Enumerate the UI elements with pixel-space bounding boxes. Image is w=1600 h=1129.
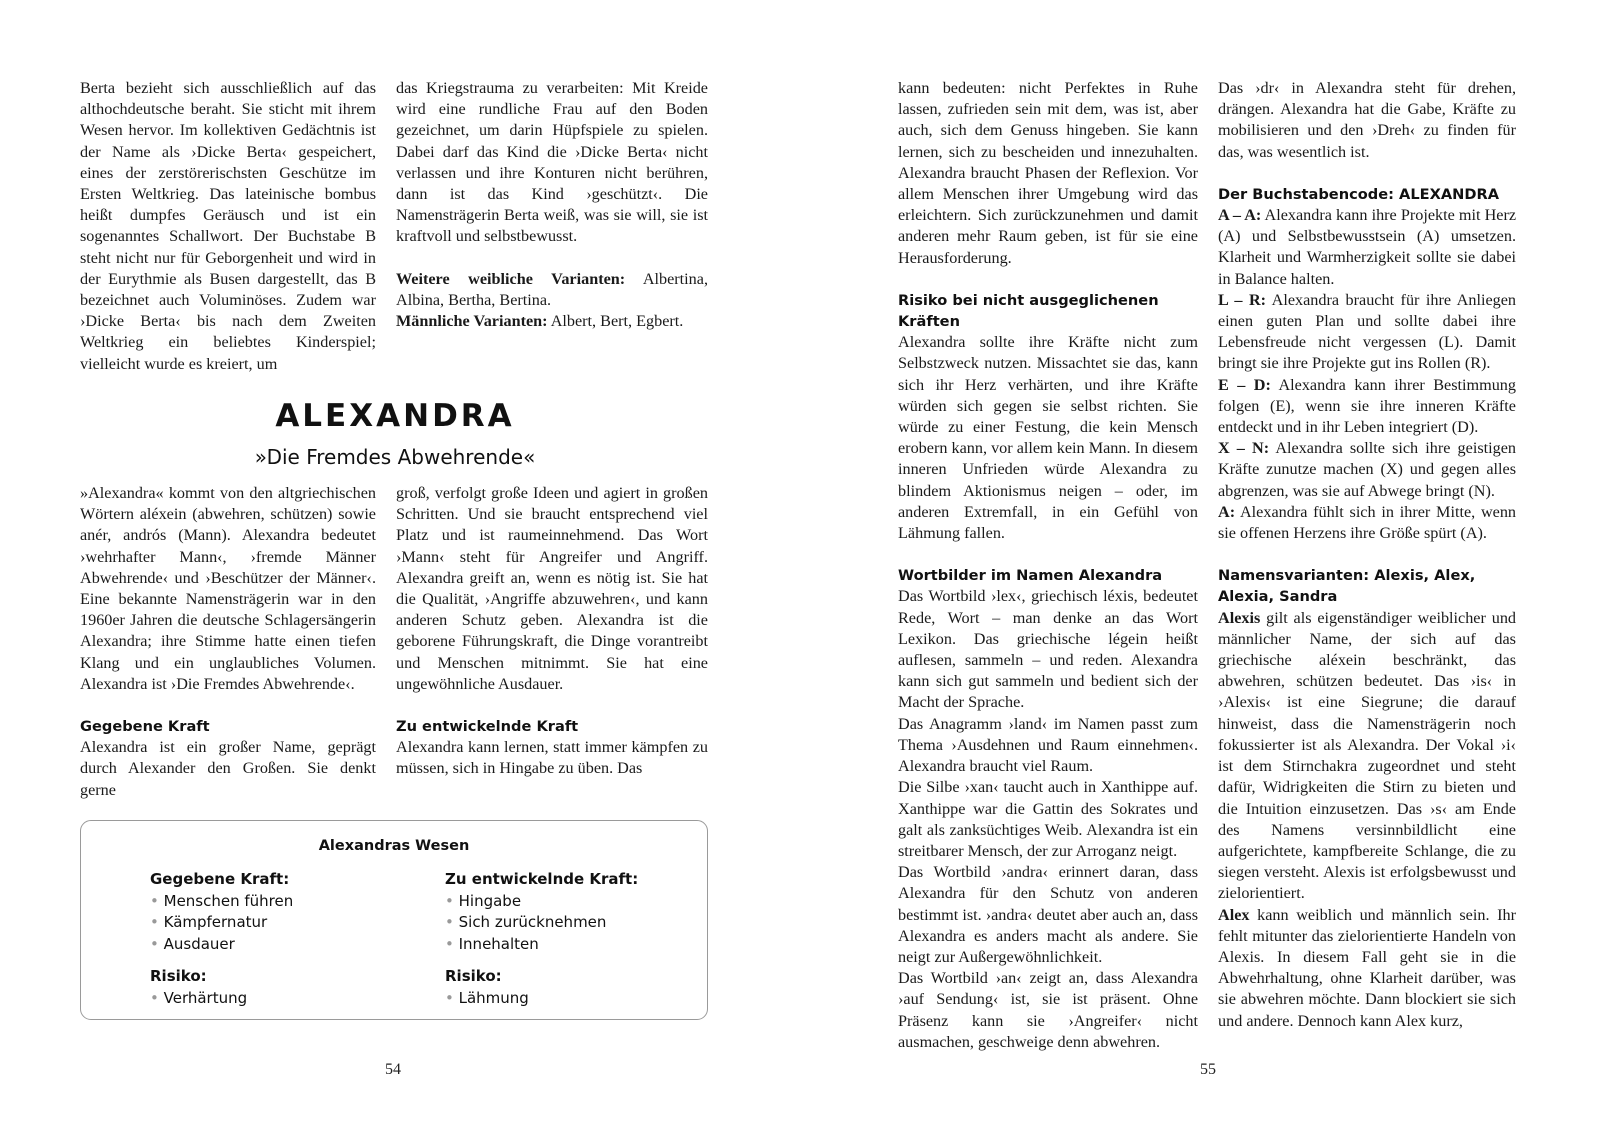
berta-paragraph: Berta bezieht sich ausschließlich auf das althochdeutsche beraht. Sie sticht mit ihrem Wesen hervor. Im kollektiven Gedächtnis ist der Name als ›Dicke Berta‹ gespeichert, eines der zerstörerischsten Geschütze im Ersten Weltkrieg. Das lateinische bombus heißt dumpfes Geräusch und ist ein sogenanntes Schallwort. Der Buchstabe B steht nicht nur für Geborgenheit und wird in der Eurythmie als Busen dargestellt, das B bezeichnet auch Voluminöses. Zudem war ›Dicke Berta‹ bis nach dem Zweiten Weltkrieg ein beliebtes Kinderspiel; vielleicht wurde es kreiert, um: [80, 79, 376, 373]
risiko-text: Alexandra sollte ihre Kräfte nicht zum Selbstzweck nutzen. Missachtet sie das, kann sich ihr Herz verhärten, und ihre Kräfte würden sich gegen sie selbst richten. Sie würde zu einer Festung, die kein Mensch erobern kann, vor allem kein Mann. In diesem inneren Unfrieden würde Alexandra zu blindem Aktionismus neigen – oder, im anderen Extremfall, in ein Gefühl von Lähmung fallen.: [898, 333, 1198, 543]
box-right-item: • Hingabe: [445, 891, 638, 913]
right-page: [800, 0, 1600, 1129]
code-item: X – N: Alexandra sollte sich ihre geistigen Kräfte zunutze machen (X) und gegen alles abgrenzen, was sie auf Abwege bringt (N).: [1218, 439, 1516, 500]
box-right-risk: • Lähmung: [445, 988, 638, 1010]
code-item: L – R: Alexandra braucht für ihre Anliegen einen guten Plan und sollte dabei ihre Lebensfreude nicht vergessen (L). Damit bringt sie ihre Projekte gut ins Rollen (R).: [1218, 290, 1517, 373]
left-col1-mid: [80, 483, 376, 801]
risiko-heading: Risiko bei nicht ausgeglichenen Kräften: [898, 291, 1159, 331]
left-col2-mid: [396, 483, 708, 780]
berta-paragraph-cont: das Kriegstrauma zu verarbeiten: Mit Kreide wird eine rundliche Frau auf den Boden gezeichnet, um darin Hüpfspiele zu spielen. Dabei darf das Kind die ›Dicke Berta‹ nicht verlassen und ihre Konturen nicht berühren, dann ist das Kind ›geschützt‹. Die Namensträgerin Berta weiß, was sie will, sie ist kraftvoll und selbstbewusst.: [396, 79, 708, 246]
left-col2-top: [396, 78, 708, 332]
box-left-label: Gegebene Kraft:: [150, 870, 290, 888]
chapter-subtitle: »Die Fremdes Abwehrende«: [254, 445, 536, 469]
page-number-right: 55: [1200, 1061, 1216, 1078]
box-right-risk-label: Risiko:: [445, 967, 502, 985]
buchstabencode-heading: Der Buchstabencode: ALEXANDRA: [1218, 185, 1499, 203]
code-item: A – A: Alexandra kann ihre Projekte mit Herz (A) und Selbstbewusstsein (A) umsetzen. Klarheit und Warmherzigkeit sollte sie dabei in Balance halten.: [1218, 206, 1517, 288]
gegebene-kraft-text: Alexandra ist ein großer Name, geprägt durch Alexander den Großen. Sie denkt gerne: [80, 738, 376, 799]
chapter-title: ALEXANDRA: [275, 398, 515, 434]
box-left-item: • Kämpfernatur: [150, 912, 293, 934]
code-item: A: Alexandra fühlt sich in ihrer Mitte, wenn sie offenen Herzens ihre Größe spürt (A).: [1218, 502, 1517, 543]
entwickelnde-kraft-text: Alexandra kann lernen, statt immer kämpfen zu müssen, sich in Hingabe zu üben. Das: [396, 738, 708, 778]
wortbilder-paragraph: Das Wortbild ›an‹ zeigt an, dass Alexandra ›auf Sendung‹ ist, sie ist präsent. Ohne Präsenz kann sie ›Angreifer‹ nicht ausmachen, geschweige denn abwehren.: [898, 969, 1198, 1051]
wortbilder-paragraph: Das Wortbild ›lex‹, griechisch léxis, bedeutet Rede, Wort – man denke an das Wort Lexikon. Das griechische légein heißt auflesen, sammeln – und reden. Alexandra kann sich gut sammeln und bedient sich der Macht der Sprache.: [898, 587, 1198, 712]
alexis-paragraph: Alexis gilt als eigenständiger weiblicher und männlicher Name, der sich auf das griechische aléxein beschränkt, das abwehren, schützen bedeutet. Das ›is‹ in ›Alexis‹ ist eine Siegrune; die darauf hinweist, dass die Namensträgerin noch fokussierter ist als Alexandra. Der Vokal ›i‹ ist dem Stirnchakra zugeordnet und steht dafür, Widrigkeiten die Stirn zu bieten und die Intuition einzusetzen. Das ›s‹ am Ende des Namens versinnbildlicht eine aufgerichtete, kampfbereite Schlange, die zu siegen versteht. Alexis ist erfolgsbewusst und zielorientiert.: [1218, 608, 1517, 903]
right-col2: [1218, 78, 1516, 1032]
gegebene-kraft-heading: Gegebene Kraft: [80, 718, 210, 736]
male-variants: Männliche Varianten: Albert, Bert, Egbert.: [396, 312, 684, 331]
dr-paragraph: Das ›dr‹ in Alexandra steht für drehen, drängen. Alexandra hat die Gabe, Kräfte zu mobilisieren und den ›Dreh‹ zu finden für das, was wesentlich ist.: [1218, 79, 1516, 161]
box-left-item: • Menschen führen: [150, 891, 293, 913]
box-right-item: • Sich zurücknehmen: [445, 912, 638, 934]
alex-paragraph: Alex kann weiblich und männlich sein. Ihr fehlt mitunter das zielorientierte Handeln von Alexis. In diesem Fall geht sie in die Abwehrhaltung, ohne Klarheit darüber, was sie abwehren möchte. Dann blockiert sie sich und andere. Dennoch kann Alex kurz,: [1218, 905, 1516, 1030]
box-left-column: [150, 869, 293, 1009]
wortbilder-paragraph: Das Wortbild ›andra‹ erinnert daran, dass Alexandra für den Schutz von anderen bestimmt ist. ›andra‹ deutet aber auch an, dass Alexandra es anders macht als andere. Sie neigt zur Außergewöhnlichkeit.: [898, 863, 1198, 966]
box-right-label: Zu entwickelnde Kraft:: [445, 870, 639, 888]
entwickelnde-kraft-heading: Zu entwickelnde Kraft: [396, 718, 579, 736]
intro-paragraph-cont: groß, verfolgt große Ideen und agiert in großen Schritten. Und sie braucht entsprechend viel Platz und ist raumeinnehmend. Das Wort ›Mann‹ steht für Angreifer und Angriff. Alexandra greift an, wenn es nötig ist. Sie hat die Qualität, ›Angriffe abzuwehren‹, und kann anderen Schutz geben. Alexandra ist die geborene Führungskraft, die Dinge vorantreibt und Menschen mitnimmt. Sie hat eine ungewöhnliche Ausdauer.: [396, 484, 708, 693]
page-number-left: 54: [385, 1061, 401, 1078]
box-left-risk-label: Risiko:: [150, 967, 207, 985]
wortbilder-heading: Wortbilder im Namen Alexandra: [898, 567, 1163, 585]
wortbilder-paragraph: Das Anagramm ›land‹ im Namen passt zum Thema ›Ausdehnen und Raum einnehmen‹. Alexandra braucht viel Raum.: [898, 714, 1198, 776]
box-left-item: • Ausdauer: [150, 934, 293, 956]
box-title: Alexandras Wesen: [318, 838, 470, 854]
box-right-item: • Innehalten: [445, 934, 638, 956]
wortbilder-paragraph: Die Silbe ›xan‹ taucht auch in Xanthippe auf. Xanthippe war die Gattin des Sokrates und galt als zanksüchtiges Weib. Alexandra ist ein streitbarer Mensch, der zur Arroganz neigt.: [898, 778, 1198, 860]
left-col1-top: [80, 78, 376, 375]
right-col1: [898, 78, 1198, 1053]
namensvarianten-heading: Namensvarianten: Alexis, Alex, Alexia, Sandra: [1218, 567, 1476, 606]
reflexion-paragraph: kann bedeuten: nicht Perfektes in Ruhe lassen, zufrieden sein mit dem, was ist, aber auch, sich dem Genuss hingeben. Sie kann lernen, sich zu bescheiden und innezuhalten. Alexandra braucht Phasen der Reflexion. Vor allem Menschen ihrer Umgebung wird das erleichtern. Sich zurückzunehmen und damit anderen mehr Raum geben, ist für sie eine Herausforderung.: [898, 79, 1198, 267]
summary-box: [80, 820, 708, 1020]
code-item: E – D: Alexandra kann ihrer Bestimmung folgen (E), wenn sie ihre inneren Kräfte entdeckt und in ihr Leben integriert (D).: [1218, 375, 1516, 437]
box-right-column: [445, 869, 638, 1009]
female-variants: Weitere weibliche Varianten: Albertina, Albina, Bertha, Bertina.: [396, 269, 709, 309]
intro-paragraph: »Alexandra« kommt von den altgriechischen Wörtern aléxein (abwehren, schützen) sowie anér, andrós (Mann). Alexandra bedeutet ›wehrhafter Mann‹, ›fremde Männer Abwehrende‹ und ›Beschützer der Männer‹. Eine bekannte Namensträgerin war in den 1960er Jahren die deutsche Schlagersängerin Alexandra; ihre Stimme hatte einen tiefen Klang und ein unglaubliches Volumen. Alexandra ist ›Die Fremdes Abwehrende‹.: [80, 484, 376, 693]
box-left-risk: • Verhärtung: [150, 988, 293, 1010]
